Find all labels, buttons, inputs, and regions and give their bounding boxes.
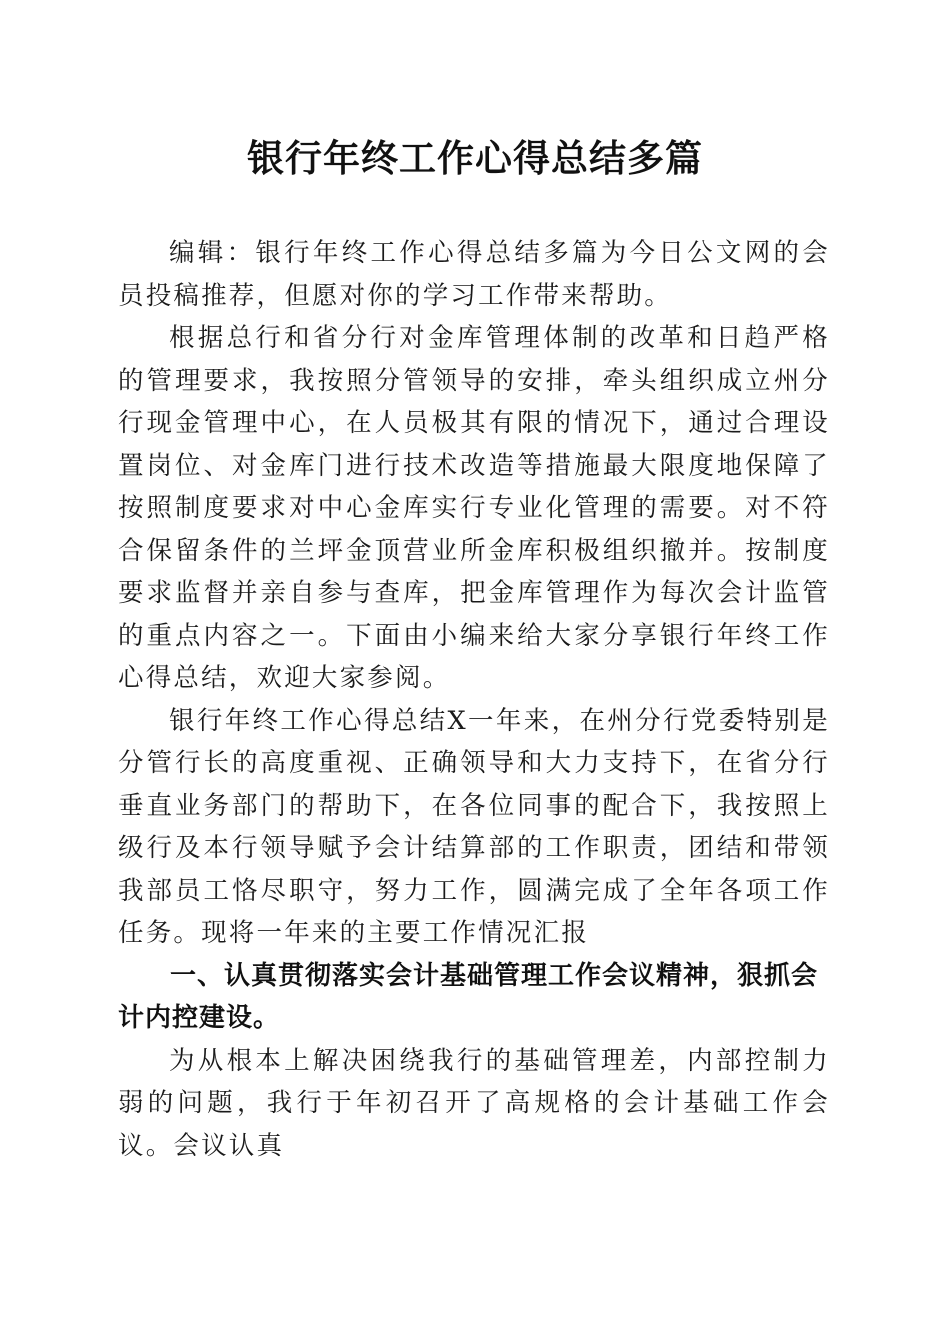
document-title: 银行年终工作心得总结多篇 <box>247 136 703 180</box>
summary-paragraph: 银行年终工作心得总结X一年来，在州分行党委特别是分管行长的高度重视、正确领导和大力支持下，在省分行垂直业务部门的帮助下，在各位同事的配合下，我按照上级行及本行领导赋予会计结算部的工作职责，团结和带领我部员工恪尽职守，努力工作，圆满完成了全年各项工作任务。现将一年来的主要工作情况汇报 <box>118 705 830 948</box>
editor-note-paragraph: 编辑：银行年终工作心得总结多篇为今日公文网的会员投稿推荐，但愿对你的学习工作带来帮助。 <box>118 238 830 311</box>
section-1-paragraph: 为从根本上解决困绕我行的基础管理差，内部控制力弱的问题，我行于年初召开了高规格的会计基础工作会议。会议认真 <box>118 1045 830 1161</box>
section-heading-1: 一、认真贯彻落实会计基础管理工作会议精神，狠抓会计内控建设。 <box>118 960 819 1033</box>
document-body <box>118 232 830 1167</box>
intro-paragraph: 根据总行和省分行对金库管理体制的改革和日趋严格的管理要求，我按照分管领导的安排，牵头组织成立州分行现金管理中心，在人员极其有限的情况下，通过合理设置岗位、对金库门进行技术改造等措施最大限度地保障了按照制度要求对中心金库实行专业化管理的需要。对不符合保留条件的兰坪金顶营业所金库积极组织撤并。按制度要求监督并亲自参与查库，把金库管理作为每次会计监管的重点内容之一。下面由小编来给大家分享银行年终工作心得总结，欢迎大家参阅。 <box>118 323 830 693</box>
